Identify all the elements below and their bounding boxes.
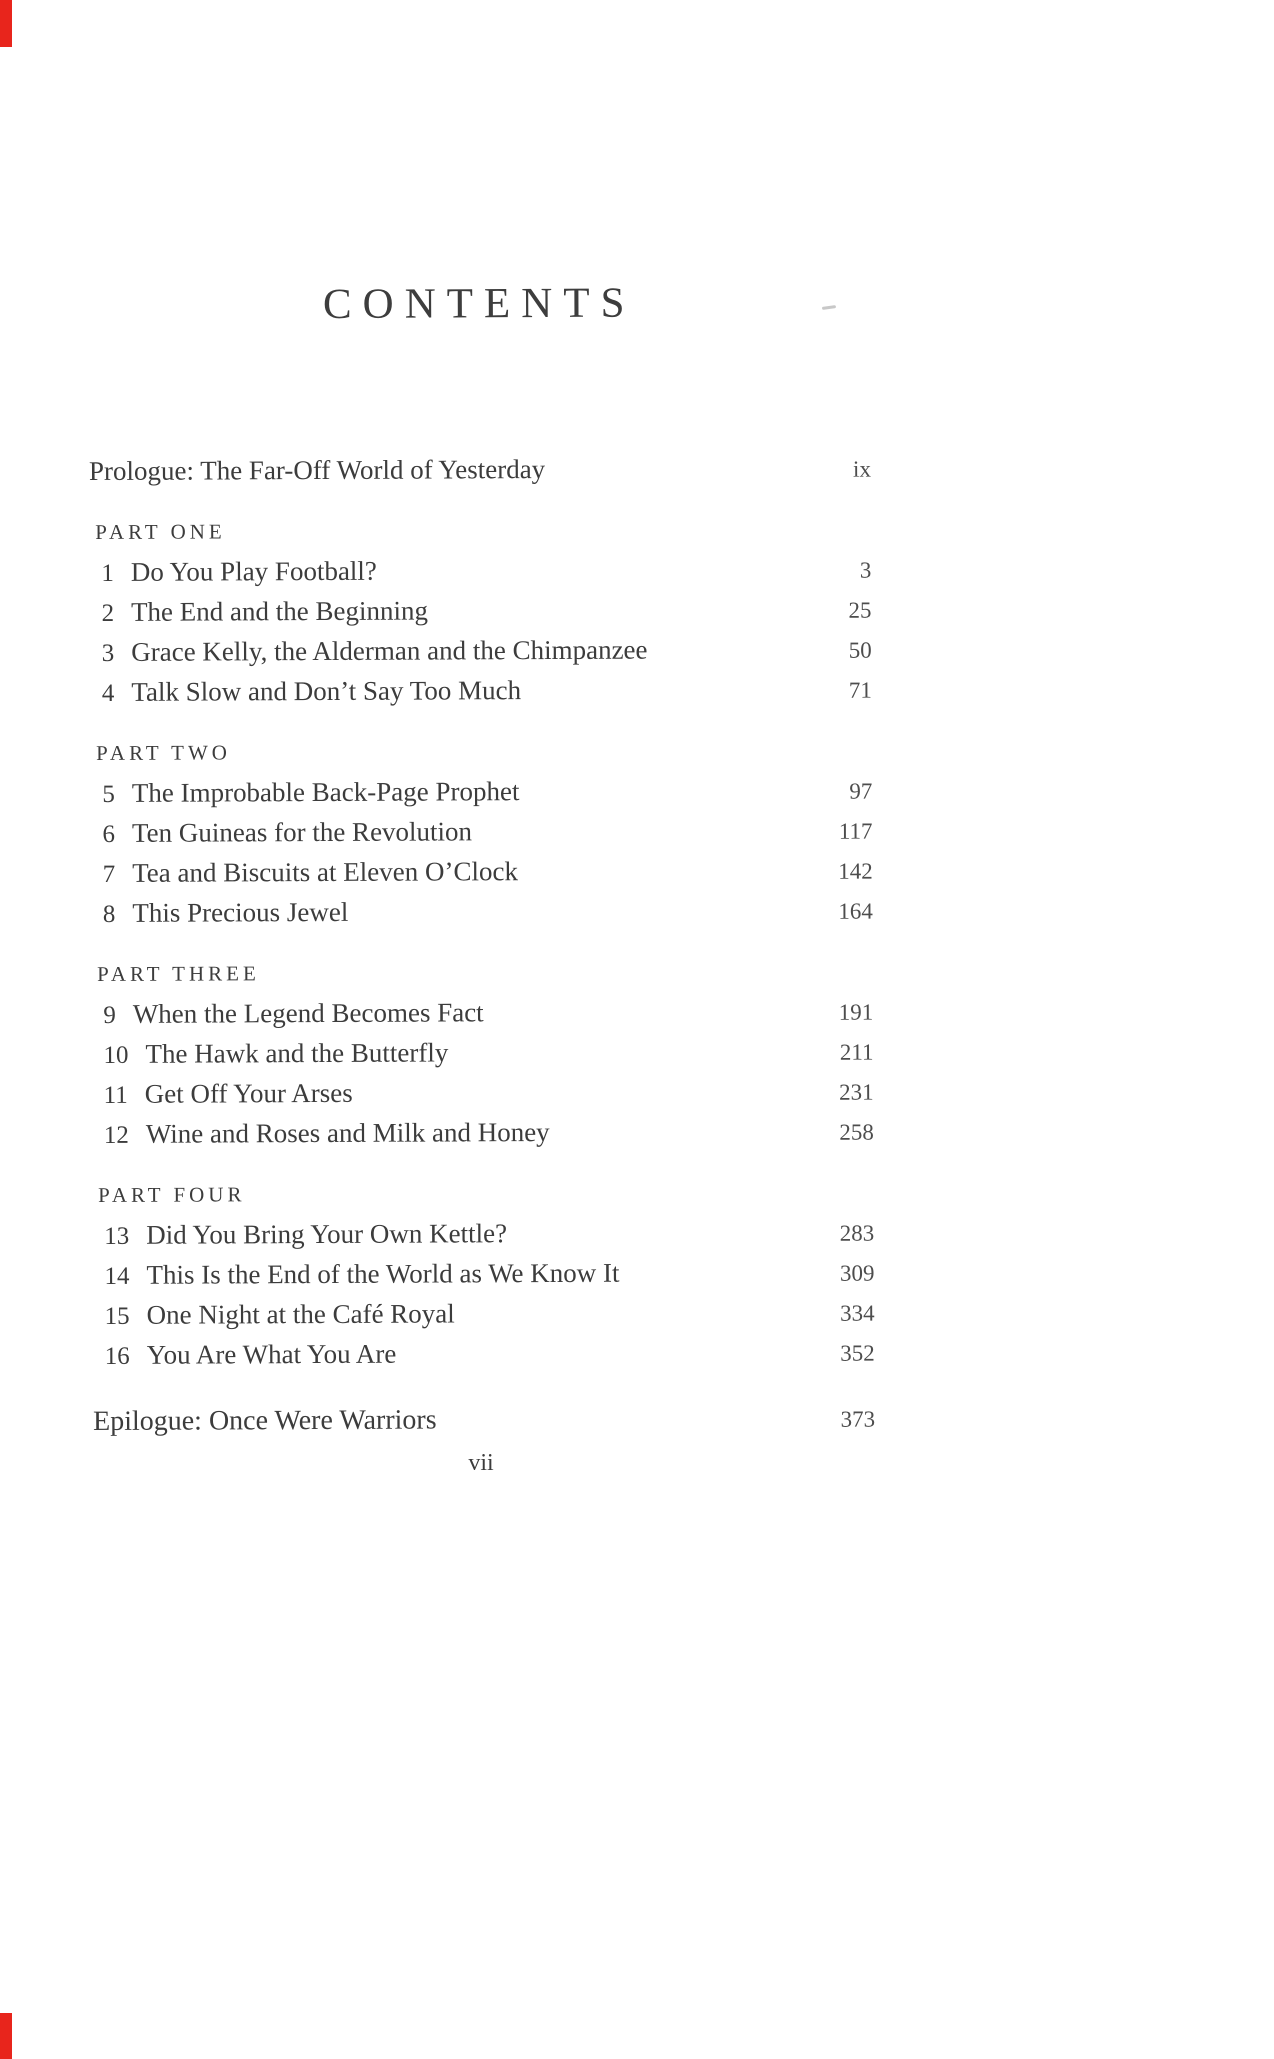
entry-page-number: 142 [838, 858, 873, 884]
chapter-title: This Precious Jewel [132, 896, 349, 928]
part-heading: PART THREE [97, 961, 260, 986]
entry-page-number: 71 [848, 677, 872, 703]
toc-entry-prologue [89, 449, 871, 492]
chapter-title: This Is the End of the World as We Know It [146, 1257, 620, 1290]
chapter-number: 7 [102, 860, 116, 888]
entry-label: Prologue: The Far-Off World of Yesterday [88, 454, 546, 487]
toc-entry-chapter [90, 811, 872, 854]
cover-edge-strip-bottom [0, 2013, 12, 2059]
chapter-number: 9 [103, 1001, 116, 1029]
chapter-number: 3 [101, 639, 115, 667]
chapter-title: Get Off Your Arses [144, 1077, 353, 1109]
toc-content [87, 0, 875, 1442]
toc-entry-chapter [91, 851, 873, 894]
toc-part-one [89, 516, 872, 713]
chapter-title: Do You Play Football? [130, 555, 377, 587]
toc-part-two [90, 737, 873, 934]
entry-page-number: ix [852, 456, 871, 482]
chapter-number: 14 [104, 1262, 130, 1290]
toc-part-four [92, 1179, 875, 1376]
chapter-title: Tea and Biscuits at Eleven O’Clock [132, 856, 518, 888]
page-title: CONTENTS [322, 279, 636, 328]
entry-label: Epilogue: Once Were Warriors [92, 1404, 437, 1437]
entry-page-number: 97 [849, 778, 873, 804]
chapter-number: 13 [104, 1222, 130, 1250]
entry-page-number: 352 [840, 1340, 875, 1366]
chapter-title: Grace Kelly, the Alderman and the Chimpanzee [131, 634, 648, 667]
folio-page-number: vii [468, 1450, 494, 1476]
chapter-number: 5 [102, 780, 115, 808]
chapter-title: When the Legend Becomes Fact [132, 997, 484, 1029]
chapter-title: The Hawk and the Butterfly [145, 1037, 449, 1069]
entry-page-number: 211 [839, 1039, 874, 1065]
entry-page-number: 191 [838, 999, 874, 1025]
entry-page-number: 50 [848, 637, 872, 663]
toc-entry-chapter [92, 1112, 874, 1155]
chapter-number: 11 [103, 1081, 128, 1109]
entry-page-number: 373 [840, 1406, 876, 1432]
entry-page-number: 309 [839, 1260, 875, 1286]
chapter-number: 8 [102, 900, 116, 928]
chapter-number: 2 [101, 599, 115, 627]
part-heading: PART TWO [96, 740, 231, 765]
toc-entry-chapter [92, 1213, 874, 1256]
toc-entry-chapter [90, 630, 872, 673]
chapter-title: Ten Guineas for the Revolution [131, 816, 473, 848]
chapter-number: 6 [102, 820, 116, 848]
entry-page-number: 117 [838, 818, 873, 844]
toc-entry-chapter [93, 1293, 875, 1336]
entry-page-number: 164 [838, 898, 873, 924]
chapter-title: One Night at the Café Royal [146, 1298, 455, 1330]
chapter-title: Talk Slow and Don’t Say Too Much [131, 675, 522, 707]
entry-page-number: 3 [859, 557, 872, 583]
toc-entry-chapter [91, 891, 873, 934]
entry-page-number: 258 [839, 1119, 874, 1145]
toc-part-three [91, 958, 874, 1155]
toc-entry-chapter [91, 1032, 873, 1075]
toc-entry-chapter [92, 1072, 874, 1115]
toc-entry-epilogue [93, 1399, 875, 1442]
toc-entry-chapter [90, 771, 872, 814]
entry-page-number: 283 [839, 1220, 875, 1246]
chapter-number: 4 [101, 679, 115, 707]
part-heading: PART FOUR [98, 1182, 246, 1207]
toc-entry-chapter [90, 670, 872, 713]
toc-entry-chapter [91, 992, 873, 1035]
chapter-title: You Are What You Are [146, 1338, 397, 1370]
entry-page-number: 231 [839, 1079, 874, 1105]
part-heading: PART ONE [95, 519, 226, 544]
cover-edge-strip-top [0, 0, 12, 47]
chapter-title: The End and the Beginning [130, 595, 429, 627]
entry-page-number: 334 [840, 1300, 875, 1326]
toc-entry-chapter [89, 590, 871, 633]
toc-entry-chapter [93, 1333, 875, 1376]
entry-page-number: 25 [848, 597, 872, 623]
chapter-title: The Improbable Back-Page Prophet [131, 776, 520, 808]
toc-entry-chapter [92, 1253, 874, 1296]
chapter-title: Did You Bring Your Own Kettle? [146, 1218, 508, 1250]
chapter-title: Wine and Roses and Milk and Honey [145, 1116, 550, 1149]
chapter-number: 12 [103, 1121, 129, 1149]
toc-entry-chapter [89, 550, 871, 593]
chapter-number: 1 [101, 559, 114, 587]
chapter-number: 15 [104, 1302, 130, 1330]
chapter-number: 10 [103, 1041, 129, 1069]
chapter-number: 16 [104, 1342, 130, 1370]
